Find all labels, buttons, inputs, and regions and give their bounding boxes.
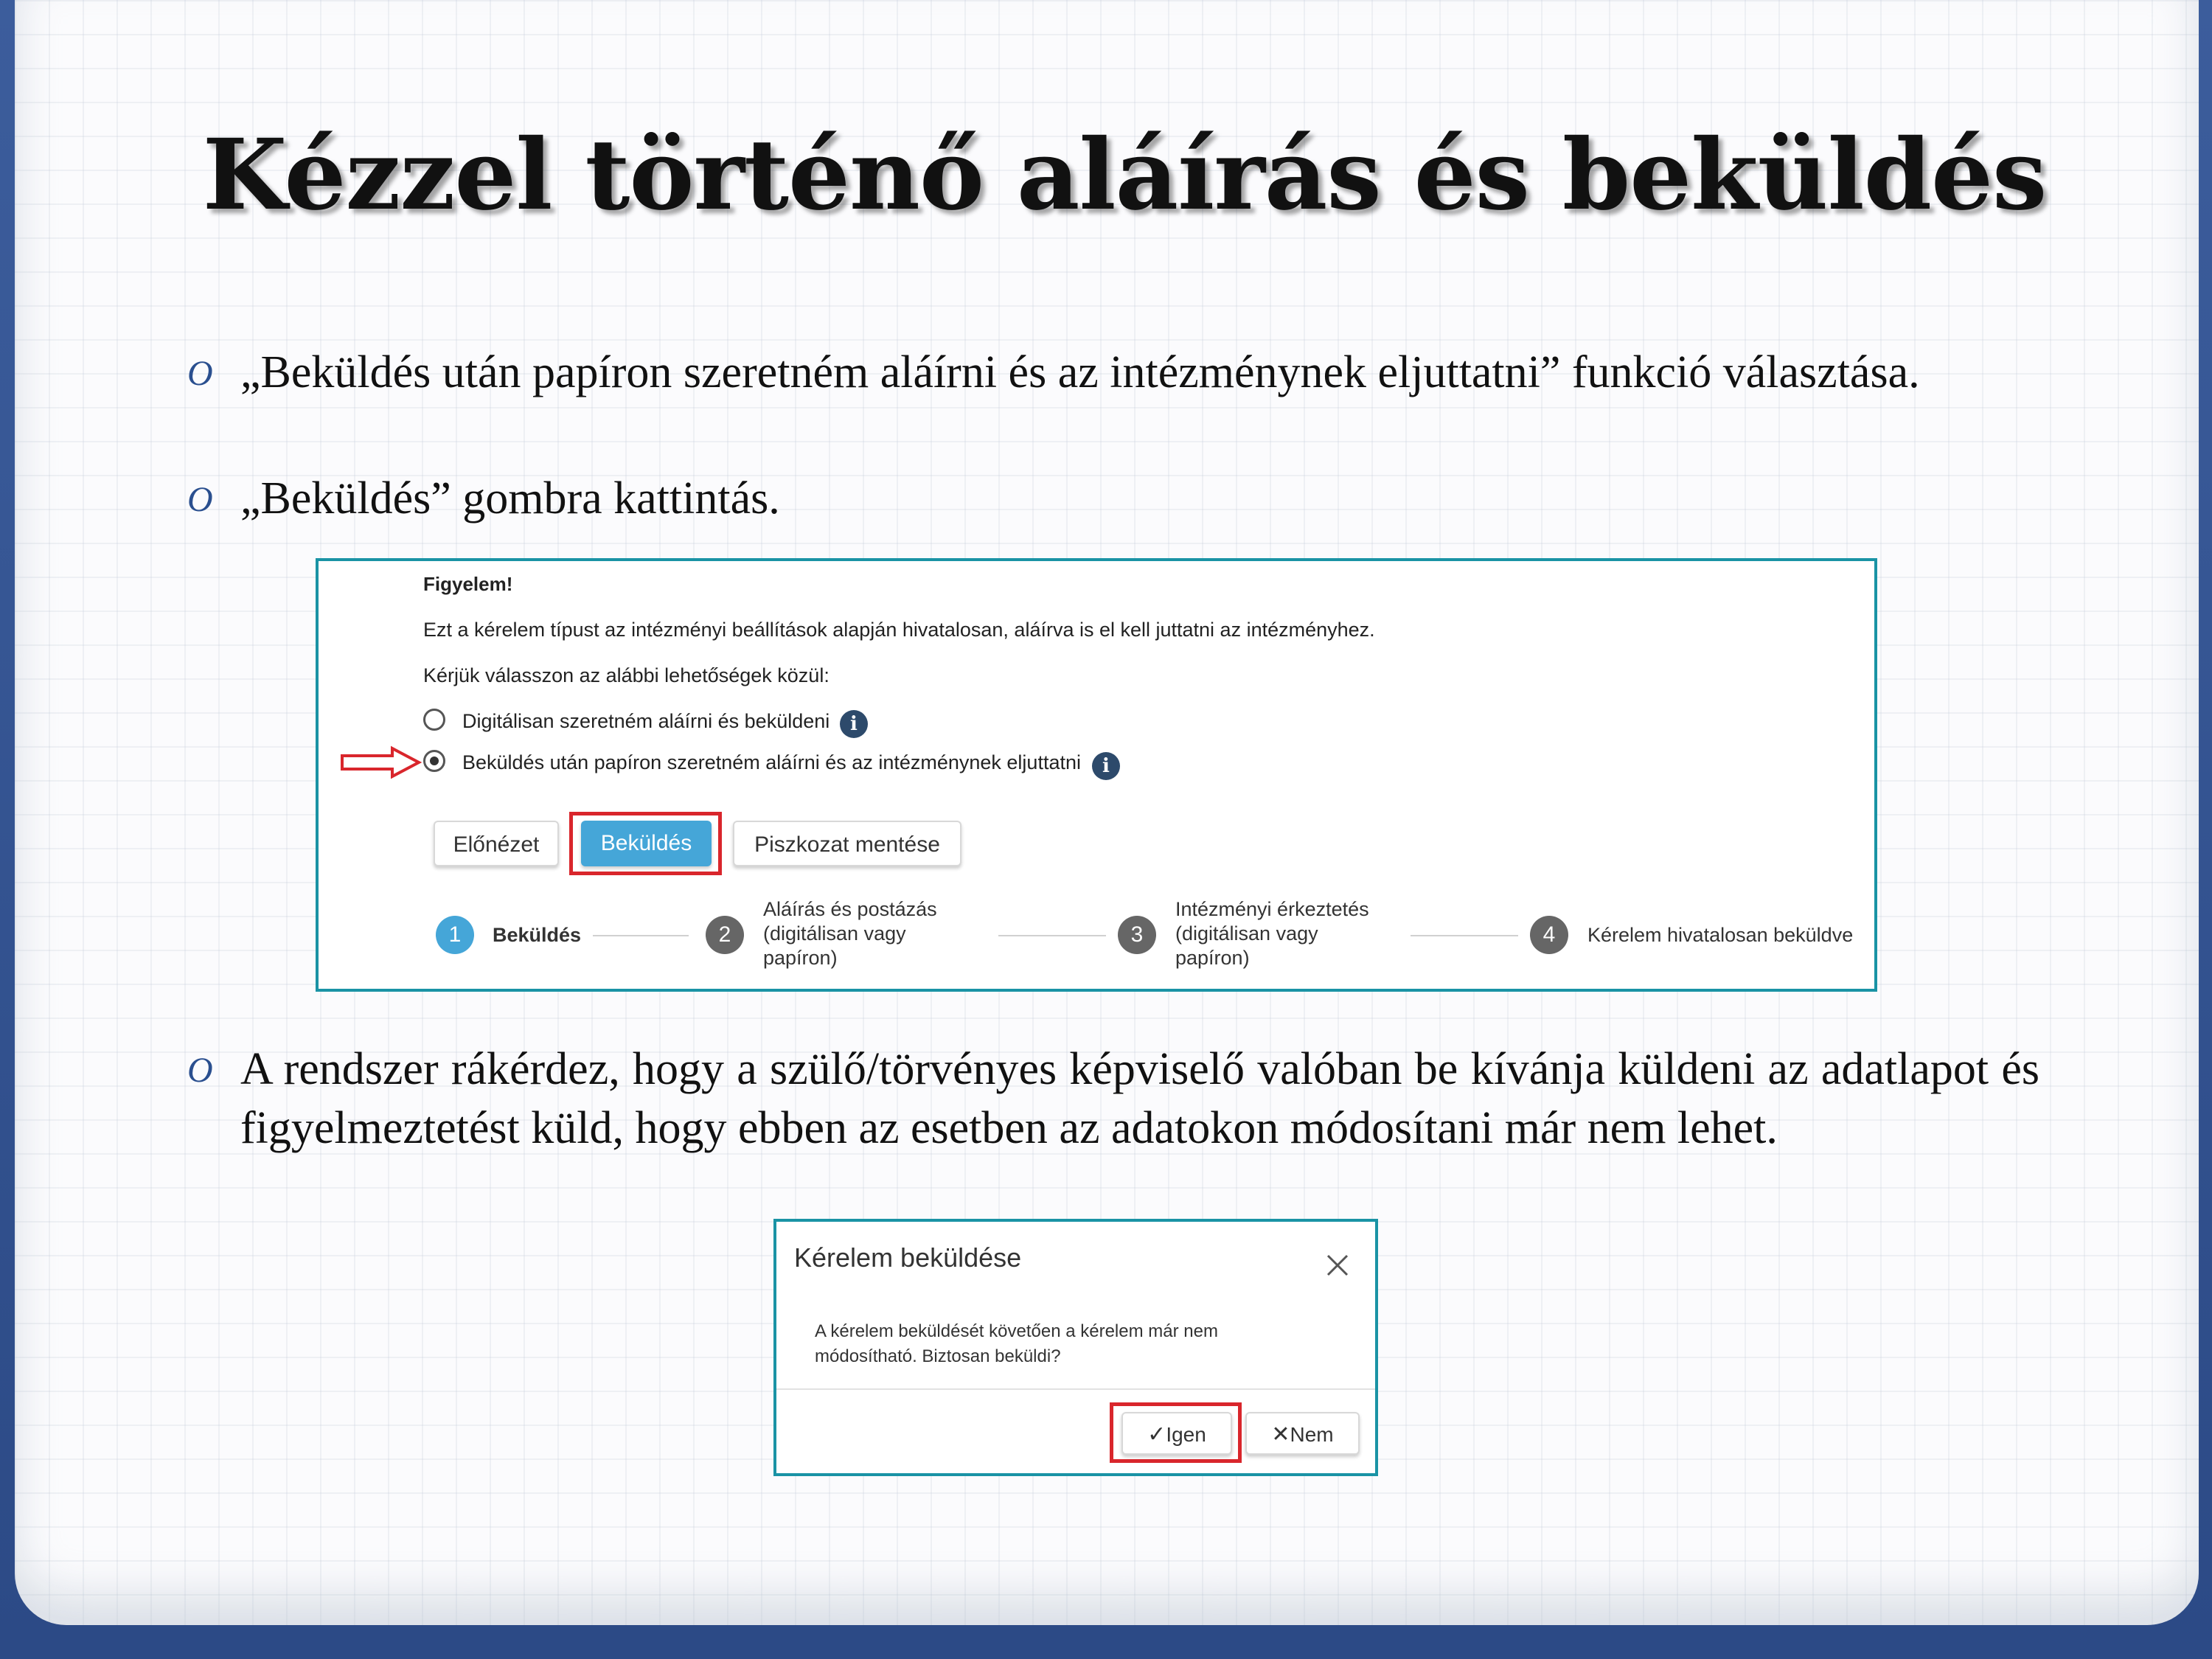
step-label: Kérelem hivatalosan beküldve <box>1587 924 1854 946</box>
step-connector <box>1411 935 1518 936</box>
radio-paper[interactable] <box>423 750 445 772</box>
step-label <box>763 897 937 970</box>
dialog-message-line: módosítható. Biztosan beküldi? <box>815 1346 1061 1366</box>
option-digital-label[interactable]: Digitálisan szeretném aláírni és beküldeni <box>462 710 830 732</box>
bullet-3-text: A rendszer rákérdez, hogy a szülő/törvényes képviselő valóban be kívánja küldeni az adatlapot és figyelmeztetést küld, hogy ebben az esetben az adatokon módosítani már nem lehet. <box>240 1044 2039 1153</box>
bullet-marker-icon: O <box>187 1051 213 1090</box>
submission-form-screenshot <box>316 558 1877 992</box>
step-number: 3 <box>1118 916 1156 954</box>
radio-digital[interactable] <box>423 709 445 731</box>
bullet-1-text: „Beküldés után papíron szeretném aláírni és az intézménynek eljuttatni” funkció választása. <box>240 347 1920 397</box>
check-icon: ✓ <box>1147 1422 1166 1447</box>
info-icon[interactable]: i <box>1092 752 1120 780</box>
step-number: 4 <box>1530 916 1568 954</box>
bullet-2-text: „Beküldés” gombra kattintás. <box>240 473 780 524</box>
dialog-divider <box>776 1388 1375 1390</box>
close-icon[interactable] <box>1325 1253 1350 1278</box>
x-icon: ✕ <box>1271 1422 1290 1447</box>
step-label-line: Aláírás és postázás <box>763 898 937 920</box>
step-label: Beküldés <box>493 924 582 946</box>
confirm-dialog-screenshot <box>773 1219 1378 1476</box>
step-label-line: (digitálisan vagy <box>763 922 906 945</box>
save-draft-button[interactable]: Piszkozat mentése <box>733 821 961 866</box>
preview-button[interactable]: Előnézet <box>434 821 559 866</box>
step-label <box>1175 897 1369 970</box>
step-number: 1 <box>436 916 474 954</box>
step-label-line: (digitálisan vagy <box>1175 922 1318 945</box>
step-label-line: Intézményi érkeztetés <box>1175 898 1369 920</box>
form-heading: Figyelem! <box>423 573 513 595</box>
no-button-label: Nem <box>1290 1423 1334 1446</box>
step-label-line: papíron) <box>1175 947 1250 969</box>
yes-button-label: Igen <box>1166 1423 1206 1446</box>
step-connector <box>998 935 1106 936</box>
form-notice: Ezt a kérelem típust az intézményi beállítások alapján hivatalosan, aláírva is el kell juttatni az intézményhez. <box>423 619 1375 641</box>
step-connector <box>593 935 689 936</box>
no-button[interactable] <box>1245 1412 1360 1455</box>
step-label-line: papíron) <box>763 947 838 969</box>
submit-button[interactable]: Beküldés <box>581 821 712 866</box>
info-icon[interactable]: i <box>840 710 868 738</box>
red-arrow-icon <box>339 745 422 779</box>
dialog-message-line: A kérelem beküldését követően a kérelem már nem <box>815 1321 1218 1341</box>
option-paper-label[interactable]: Beküldés után papíron szeretném aláírni és az intézménynek eljuttatni <box>462 751 1081 773</box>
yes-button[interactable] <box>1121 1412 1232 1455</box>
dialog-title: Kérelem beküldése <box>794 1242 1022 1273</box>
slide-title: Kézzel történő aláírás és beküldés <box>202 118 2047 232</box>
dialog-message <box>815 1319 1218 1369</box>
bullet-marker-icon: O <box>187 480 213 519</box>
step-number: 2 <box>706 916 744 954</box>
bullet-marker-icon: O <box>187 354 213 393</box>
form-prompt: Kérjük válasszon az alábbi lehetőségek közül: <box>423 664 830 686</box>
